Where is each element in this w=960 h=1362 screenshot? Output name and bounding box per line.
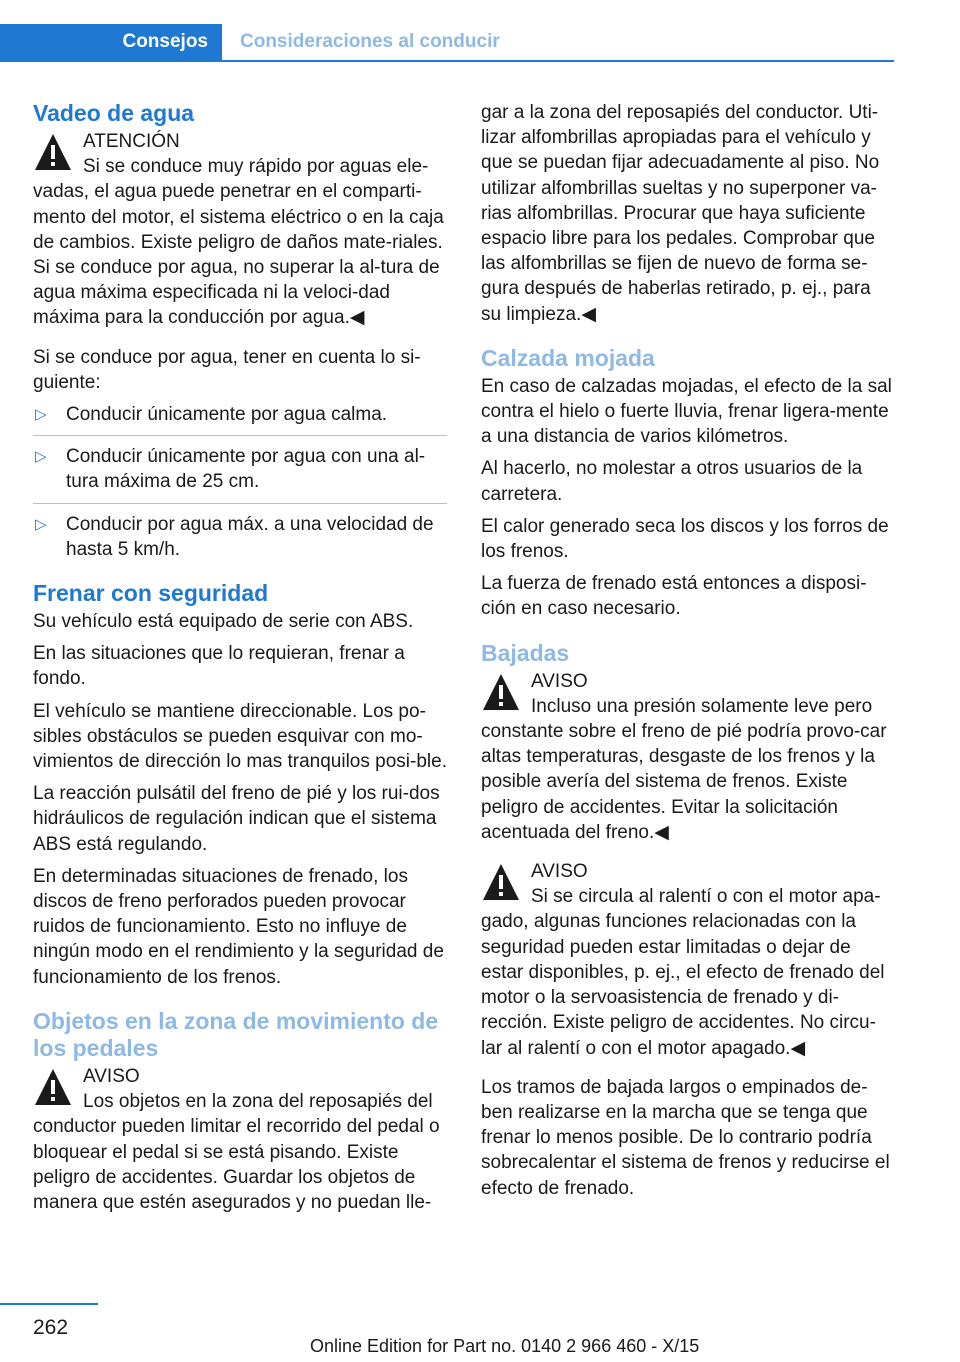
warning-block — [33, 1064, 447, 1215]
section-title-vadeo: Vadeo de agua — [33, 100, 195, 126]
list-item — [33, 402, 447, 436]
bullet-list — [33, 402, 447, 562]
list-item — [33, 444, 447, 503]
warning-triangle-icon — [33, 1066, 73, 1108]
warning-text: conductor pueden limitar el recorrido del pedal o bloquear el pedal si se está pisando. Existe peligro de accidentes. Guardar los objetos de manera que estén asegurados y no puedan lle- — [33, 1116, 440, 1213]
paragraph: Si se conduce por agua, tener en cuenta lo si-guiente: — [33, 346, 421, 393]
warning-block — [33, 129, 447, 331]
left-column — [33, 100, 447, 1229]
warning-triangle-icon — [33, 131, 73, 173]
paragraph: La fuerza de frenado está entonces a disposi-ción en caso necesario. — [481, 573, 867, 620]
section-title-bajadas: Bajadas — [481, 639, 570, 666]
edition-footer: Online Edition for Part no. 0140 2 966 460 - X/15 — [310, 1336, 700, 1356]
right-column — [481, 100, 895, 1208]
page-number: 262 — [33, 1316, 69, 1339]
warning-text-first: Los objetos en la zona del reposapiés del — [83, 1091, 433, 1113]
warning-text: gado, algunas funciones relacionadas con la seguridad pueden estar limitadas o dejar de estar disponibles, p. ej., el efecto de frenado del motor o la servoasistencia de frenado y di-rección. Existe peligro de accidentes. No circu-lar al ralentí o con el motor apagado.◀ — [481, 911, 885, 1059]
list-item-text: Conducir por agua máx. a una velocidad de hasta 5 km/h. — [66, 513, 434, 560]
paragraph: La reacción pulsátil del freno de pié y los rui-dos hidráulicos de regulación indican que el sistema ABS está regulando. — [33, 783, 440, 855]
section-title-calzada: Calzada mojada — [481, 344, 655, 371]
triangle-bullet-icon: ▷ — [35, 515, 47, 533]
header-divider — [0, 60, 894, 62]
header-subsection-label: Consideraciones al conducir — [240, 31, 500, 52]
paragraph: El calor generado seca los discos y los forros de los frenos. — [481, 515, 889, 563]
warning-label: AVISO — [531, 861, 588, 883]
triangle-bullet-icon: ▷ — [35, 406, 47, 424]
list-item-text: Conducir únicamente por agua con una al-tura máxima de 25 cm. — [66, 446, 426, 493]
warning-label: AVISO — [83, 1065, 140, 1087]
warning-label: AVISO — [531, 670, 588, 692]
list-item — [33, 512, 447, 562]
warning-triangle-icon — [481, 671, 521, 713]
section-title-frenar: Frenar con seguridad — [33, 580, 269, 607]
paragraph: Los tramos de bajada largos o empinados de-ben realizarse en la marcha que se tenga que frenar lo menos posible. De lo contrario podría sobrecalentar el sistema de frenos y reducirse el efecto de frenado. — [481, 1076, 890, 1199]
paragraph: En caso de calzadas mojadas, el efecto de la sal contra el hielo o fuerte lluvia, frenar ligera-mente a una distancia de varios kilómetros. — [481, 375, 892, 448]
paragraph: En las situaciones que lo requieran, frenar a fondo. — [33, 643, 405, 690]
list-item-text: Conducir únicamente por agua calma. — [66, 404, 388, 426]
warning-label: ATENCIÓN — [83, 131, 180, 152]
warning-text: vadas, el agua puede penetrar en el comparti-mento del motor, el sistema eléctrico o en la caja de cambios. Existe peligro de daños mate-riales. Si se conduce por agua, no superar la al-tura de agua máxima especificada ni la veloci-dad máxima para la conducción por agua.◀ — [33, 181, 444, 329]
paragraph: El vehículo se mantiene direccionable. Los po-sibles obstáculos se pueden esquivar con mo-vimientos de dirección lo mas tranquilos posi-ble. — [33, 700, 447, 773]
triangle-bullet-icon: ▷ — [35, 448, 47, 466]
paragraph: Al hacerlo, no molestar a otros usuarios de la carretera. — [481, 458, 863, 505]
warning-text: constante sobre el freno de pié podría provo-car altas temperaturas, desgaste de los frenos y la posible avería del sistema de frenos. Existe peligro de accidentes. Evitar la solicitación acentuada del freno.◀ — [481, 721, 887, 843]
warning-text-first: Si se circula al ralentí o con el motor apa- — [531, 886, 881, 908]
paragraph: En determinadas situaciones de frenado, los discos de freno perforados pueden provocar ruidos de funcionamiento. Esto no influye de ningún modo en el rendimiento y la seguridad de funcionamiento de los frenos. — [33, 865, 444, 988]
warning-text-first: Incluso una presión solamente leve pero — [531, 695, 873, 717]
warning-block — [481, 669, 895, 845]
header-section-label: Consejos — [122, 31, 208, 52]
header-subsection-tab — [222, 24, 894, 60]
page-header — [0, 0, 894, 62]
header-section-tab — [0, 24, 222, 60]
footer-divider — [0, 1303, 98, 1305]
warning-text-first: Si se conduce muy rápido por aguas ele- — [83, 156, 429, 178]
warning-triangle-icon — [481, 861, 521, 903]
paragraph: Su vehículo está equipado de serie con ABS. — [33, 611, 414, 633]
paragraph: gar a la zona del reposapiés del conductor. Uti-lizar alfombrillas apropiadas para el vehículo y que se puedan fijar adecuadamente al piso. No utilizar alfombrillas sueltas y no superponer va-rias alfombrillas. Procurar que haya suficiente espacio libre para los pedales. Comprobar que las alfombrillas se fijen de nuevo de forma se-gura después de haberlas retirado, p. ej., para su limpieza.◀ — [481, 102, 880, 325]
section-title-objetos: Objetos en la zona de movimiento de los pedales — [33, 1007, 439, 1061]
warning-block — [481, 859, 895, 1061]
